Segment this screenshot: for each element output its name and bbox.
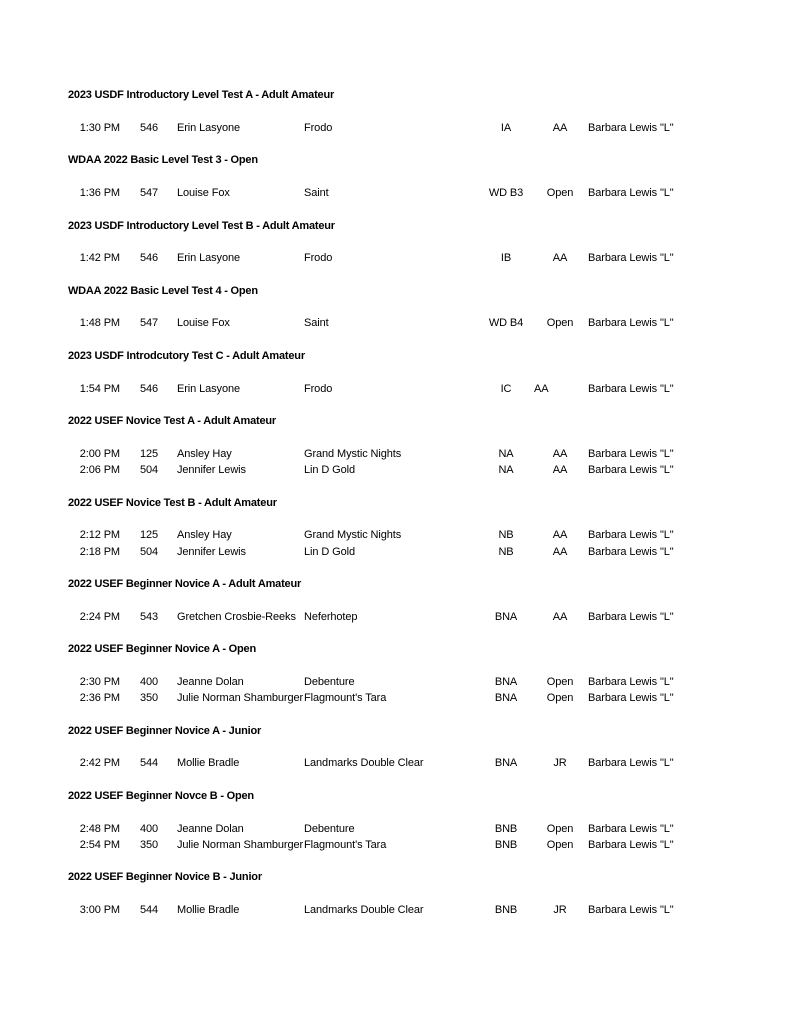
class-title: 2022 USEF Beginner Novice A - Open <box>68 643 256 655</box>
judge-name: Barbara Lewis "L" <box>588 529 674 541</box>
division: Open <box>546 317 574 329</box>
judge-name: Barbara Lewis "L" <box>588 122 674 134</box>
division: AA <box>552 448 568 460</box>
judge-name: Barbara Lewis "L" <box>588 317 674 329</box>
division: AA <box>552 252 568 264</box>
class-title: 2023 USDF Introdcutory Test C - Adult Amateur <box>68 350 305 362</box>
test-code: BNA <box>494 692 518 704</box>
class-title: WDAA 2022 Basic Level Test 4 - Open <box>68 285 258 297</box>
entry-number: 544 <box>139 904 159 916</box>
start-time: 2:06 PM <box>79 464 120 476</box>
judge-name: Barbara Lewis "L" <box>588 692 674 704</box>
rider-name: Louise Fox <box>177 317 230 329</box>
judge-name: Barbara Lewis "L" <box>588 383 674 395</box>
start-time: 2:42 PM <box>79 757 120 769</box>
horse-name: Neferhotep <box>304 611 358 623</box>
judge-name: Barbara Lewis "L" <box>588 611 674 623</box>
rider-name: Jennifer Lewis <box>177 464 246 476</box>
start-time: 2:24 PM <box>79 611 120 623</box>
class-title: WDAA 2022 Basic Level Test 3 - Open <box>68 154 258 166</box>
judge-name: Barbara Lewis "L" <box>588 546 674 558</box>
start-time: 1:30 PM <box>79 122 120 134</box>
horse-name: Lin D Gold <box>304 546 355 558</box>
division: Open <box>546 839 574 851</box>
test-code: BNB <box>494 839 518 851</box>
entry-number: 400 <box>139 823 159 835</box>
class-title: 2022 USEF Novice Test B - Adult Amateur <box>68 497 277 509</box>
class-title: 2022 USEF Beginner Novice B - Junior <box>68 871 262 883</box>
horse-name: Frodo <box>304 122 333 134</box>
entry-number: 504 <box>139 464 159 476</box>
test-code: NA <box>498 448 514 460</box>
start-time: 2:18 PM <box>79 546 120 558</box>
entry-number: 125 <box>139 529 159 541</box>
class-title: 2022 USEF Novice Test A - Adult Amateur <box>68 415 276 427</box>
division: AA <box>552 464 568 476</box>
entry-number: 350 <box>139 692 159 704</box>
class-title: 2022 USEF Beginner Novce B - Open <box>68 790 254 802</box>
test-code: IB <box>500 252 512 264</box>
judge-name: Barbara Lewis "L" <box>588 464 674 476</box>
test-code: IA <box>500 122 512 134</box>
horse-name: Debenture <box>304 823 355 835</box>
division: AA <box>552 611 568 623</box>
horse-name: Flagmount's Tara <box>304 839 387 851</box>
rider-name: Ansley Hay <box>177 529 232 541</box>
class-title: 2023 USDF Introductory Level Test B - Adult Amateur <box>68 220 335 232</box>
horse-name: Grand Mystic Nights <box>304 448 402 460</box>
entry-number: 544 <box>139 757 159 769</box>
judge-name: Barbara Lewis "L" <box>588 676 674 688</box>
horse-name: Landmarks Double Clear <box>304 757 424 769</box>
division: AA <box>534 383 549 395</box>
start-time: 2:12 PM <box>79 529 120 541</box>
test-code: NA <box>498 464 514 476</box>
start-time: 1:36 PM <box>79 187 120 199</box>
rider-name: Mollie Bradle <box>177 757 240 769</box>
horse-name: Frodo <box>304 383 333 395</box>
rider-name: Julie Norman Shamburger <box>177 839 303 851</box>
division: JR <box>553 757 567 769</box>
horse-name: Grand Mystic Nights <box>304 529 402 541</box>
rider-name: Jennifer Lewis <box>177 546 246 558</box>
start-time: 3:00 PM <box>79 904 120 916</box>
start-time: 2:48 PM <box>79 823 120 835</box>
test-code: WD B4 <box>488 317 524 329</box>
division: AA <box>552 529 568 541</box>
test-code: NB <box>498 529 514 541</box>
rider-name: Erin Lasyone <box>177 383 241 395</box>
horse-name: Flagmount's Tara <box>304 692 387 704</box>
entry-number: 546 <box>139 122 159 134</box>
judge-name: Barbara Lewis "L" <box>588 823 674 835</box>
judge-name: Barbara Lewis "L" <box>588 252 674 264</box>
start-time: 1:48 PM <box>79 317 120 329</box>
judge-name: Barbara Lewis "L" <box>588 904 674 916</box>
entry-number: 546 <box>139 383 159 395</box>
class-title: 2022 USEF Beginner Novice A - Junior <box>68 725 262 737</box>
division: Open <box>546 823 574 835</box>
entry-number: 543 <box>139 611 159 623</box>
entry-number: 400 <box>139 676 159 688</box>
entry-number: 547 <box>139 317 159 329</box>
division: AA <box>552 546 568 558</box>
rider-name: Erin Lasyone <box>177 122 241 134</box>
test-code: BNA <box>494 611 518 623</box>
rider-name: Julie Norman Shamburger <box>177 692 303 704</box>
rider-name: Jeanne Dolan <box>177 676 244 688</box>
start-time: 2:30 PM <box>79 676 120 688</box>
start-time: 1:42 PM <box>79 252 120 264</box>
test-code: BNB <box>494 904 518 916</box>
entry-number: 504 <box>139 546 159 558</box>
entry-number: 125 <box>139 448 159 460</box>
class-title: 2023 USDF Introductory Level Test A - Adult Amateur <box>68 89 335 101</box>
rider-name: Ansley Hay <box>177 448 232 460</box>
judge-name: Barbara Lewis "L" <box>588 448 674 460</box>
division: AA <box>552 122 568 134</box>
entry-number: 546 <box>139 252 159 264</box>
start-time: 1:54 PM <box>79 383 120 395</box>
horse-name: Landmarks Double Clear <box>304 904 424 916</box>
test-code: BNA <box>494 757 518 769</box>
rider-name: Jeanne Dolan <box>177 823 244 835</box>
test-code: BNA <box>494 676 518 688</box>
start-time: 2:36 PM <box>79 692 120 704</box>
horse-name: Frodo <box>304 252 333 264</box>
test-code: BNB <box>494 823 518 835</box>
horse-name: Debenture <box>304 676 355 688</box>
rider-name: Gretchen Crosbie-Reeks <box>177 611 296 623</box>
test-code: WD B3 <box>488 187 524 199</box>
division: Open <box>546 676 574 688</box>
horse-name: Lin D Gold <box>304 464 355 476</box>
judge-name: Barbara Lewis "L" <box>588 839 674 851</box>
class-title: 2022 USEF Beginner Novice A - Adult Amateur <box>68 578 302 590</box>
judge-name: Barbara Lewis "L" <box>588 187 674 199</box>
horse-name: Saint <box>304 317 329 329</box>
judge-name: Barbara Lewis "L" <box>588 757 674 769</box>
horse-name: Saint <box>304 187 329 199</box>
entry-number: 350 <box>139 839 159 851</box>
division: Open <box>546 187 574 199</box>
start-time: 2:54 PM <box>79 839 120 851</box>
division: JR <box>553 904 567 916</box>
rider-name: Erin Lasyone <box>177 252 241 264</box>
test-code: NB <box>498 546 514 558</box>
start-time: 2:00 PM <box>79 448 120 460</box>
entry-number: 547 <box>139 187 159 199</box>
division: Open <box>546 692 574 704</box>
rider-name: Mollie Bradle <box>177 904 240 916</box>
rider-name: Louise Fox <box>177 187 230 199</box>
test-code: IC <box>500 383 512 395</box>
